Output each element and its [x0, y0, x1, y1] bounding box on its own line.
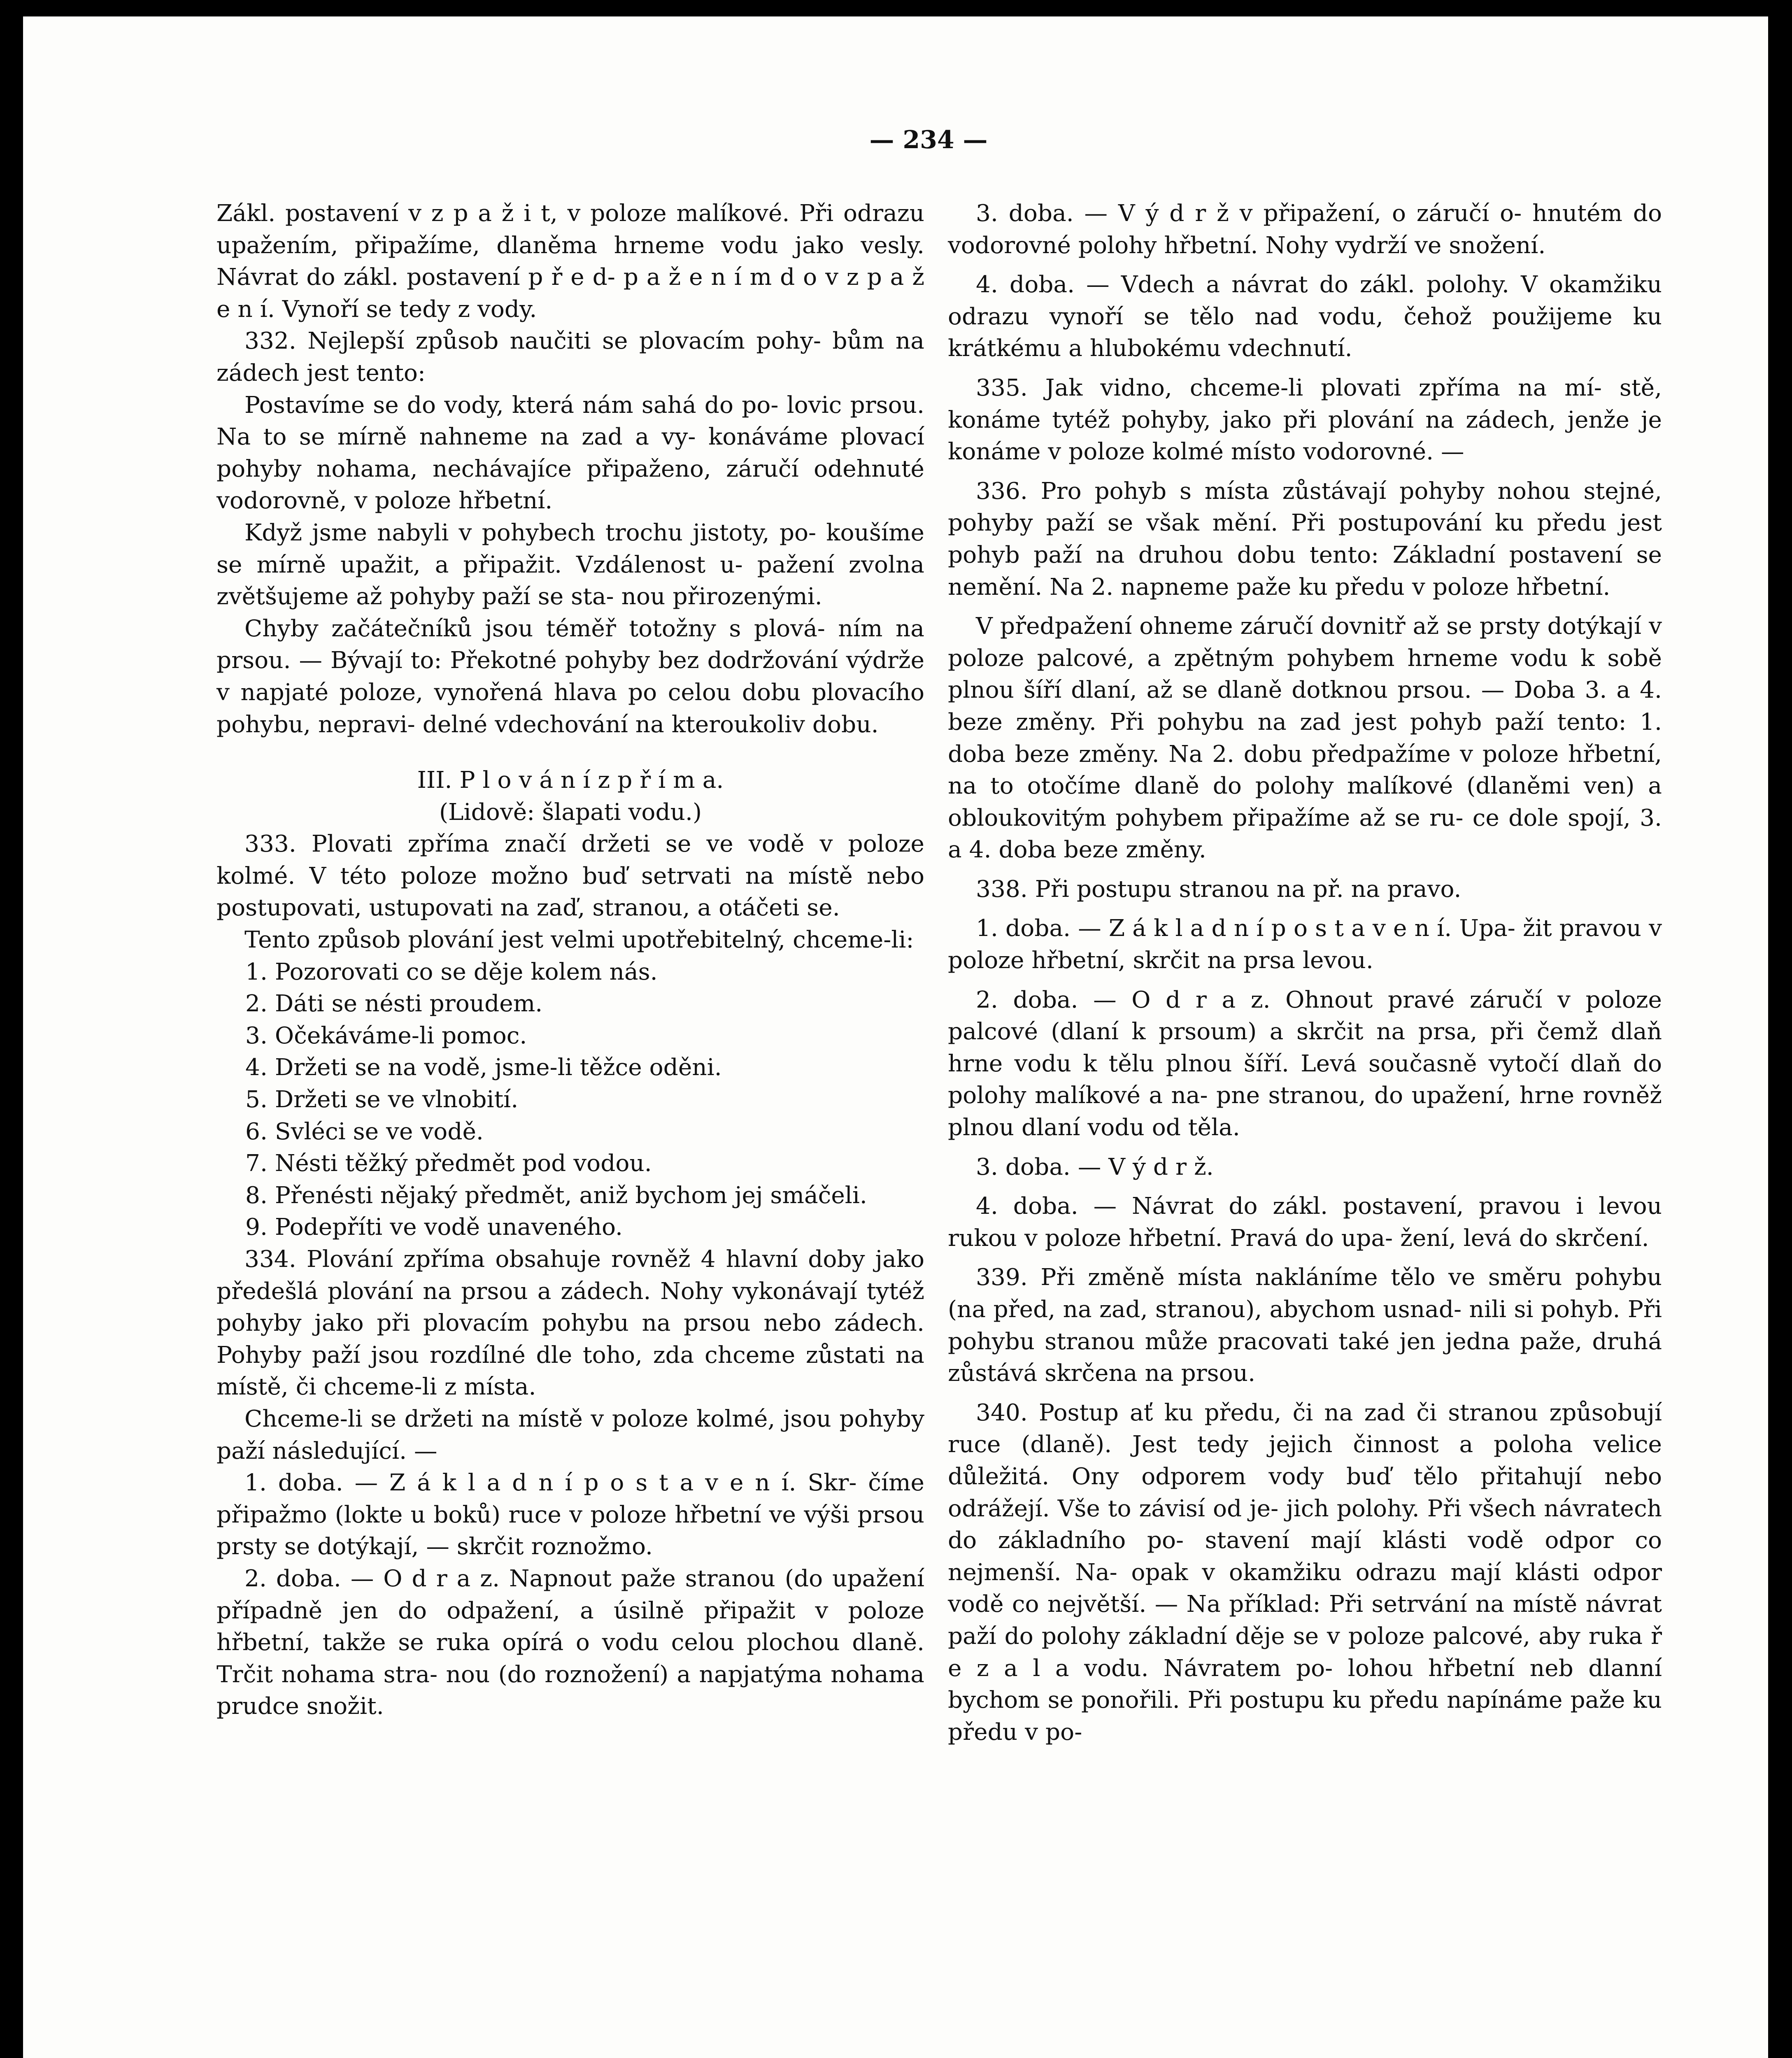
paragraph: Zákl. postavení v z p a ž i t, v poloze malíkové. Při odrazu upažením, připažíme, dlaněma hrneme vodu jako vesly. Návrat do zákl. postavení p ř e d- p a ž e n í m d o v z p a ž e n í. Vynoří se tedy z vody. [216, 200, 924, 323]
list-item: 1. Pozorovati co se děje kolem nás. [245, 958, 658, 985]
list-item: 5. Držeti se ve vlnobití. [245, 1086, 519, 1113]
section-heading-block [216, 764, 924, 828]
paragraph: 3. doba. — V ý d r ž v připažení, o záručí o- hnutém do vodorovné polohy hřbetní. Nohy vydrží ve snožení. [948, 200, 1662, 259]
paragraph: V předpažení ohneme záručí dovnitř až se prsty dotýkají v poloze palcové, a zpětným pohybem hrneme vodu k sobě plnou šíří dlaní, až se dlaně dotknou prsou. — Doba 3. a 4. beze změny. Při pohybu na zad jest pohyb paží tento: 1. doba beze změny. Na 2. dobu předpažíme v poloze hřbetní, na to otočíme dlaně do polohy malíkové (dlaněmi ven) a obloukovitým pohybem připažíme až se ru- ce dole spojí, 3. a 4. doba beze změny. [948, 613, 1662, 864]
paragraph: 3. doba. — V ý d r ž. [976, 1153, 1214, 1180]
list-item: 6. Svléci se ve vodě. [245, 1118, 484, 1145]
list-item: 8. Přenésti nějaký předmět, aniž bychom jej smáčeli. [245, 1182, 867, 1209]
list-item: 2. Dáti se nésti proudem. [245, 990, 543, 1017]
list-item: 9. Podepříti ve vodě unaveného. [245, 1214, 623, 1241]
paragraph: 2. doba. — O d r a z. Napnout paže stranou (do upažení případně jen do odpažení, a úsilně připažit v poloze hřbetní, takže se ruka opírá o vodu celou plochou dlaně. Trčit nohama stra- nou (do roznožení) a napjatýma nohama prudce snožit. [216, 1565, 924, 1720]
paragraph-333: 333. Plovati zpříma značí držeti se ve vodě v poloze kolmé. V této poloze možno buď setrvati na místě nebo postupovati, ustupovati na zaď, stranou, a otáčeti se. [216, 831, 924, 922]
paragraph-339: 339. Při změně místa nakláníme tělo ve směru pohybu (na před, na zad, stranou), abychom usnad- nili si pohyb. Při pohybu stranou může pracovati také jen jedna paže, druhá zůstává skrčena na prsou. [948, 1264, 1662, 1387]
paragraph-336: 336. Pro pohyb s místa zůstávají pohyby nohou stejné, pohyby paží se však mění. Při postupování ku předu jest pohyb paží na druhou dobu tento: Základní postavení se nemění. Na 2. napneme paže ku předu v poloze hřbetní. [948, 477, 1662, 601]
paragraph: 4. doba. — Návrat do zákl. postavení, pravou i levou rukou v poloze hřbetní. Pravá do upa- žení, levá do skrčení. [948, 1193, 1662, 1252]
list-item: 4. Držeti se na vodě, jsme-li těžce oděni. [245, 1054, 722, 1081]
paragraph-332: 332. Nejlepší způsob naučiti se plovacím pohy- bům na zádech jest tento: [216, 328, 924, 386]
paragraph: Chyby začátečníků jsou téměř totožny s plová- ním na prsou. — Bývají to: Překotné pohyby bez dodržování výdrže v napjaté poloze, vynořená hlava po celou dobu plovacího pohybu, nepravi- delné vdechování na kteroukoliv dobu. [216, 615, 924, 738]
paragraph: 1. doba. — Z á k l a d n í p o s t a v e n í. Upa- žit pravou v poloze hřbetní, skrčit na prsa levou. [948, 915, 1662, 974]
paragraph: 1. doba. — Z á k l a d n í p o s t a v e n í. Skr- číme připažmo (lokte u boků) ruce v poloze hřbetní ve výši prsou prsty se dotýkají, — skrčit roznožmo. [216, 1469, 924, 1560]
paragraph-334: 334. Plování zpříma obsahuje rovněž 4 hlavní doby jako předešlá plování na prsou a zádech. Nohy vykonávají tytéž pohyby jako při plovacím pohybu na prsou nebo zádech. Pohyby paží jsou rozdílné dle toho, zda chceme zůstati na místě, či chceme-li z místa. [216, 1246, 924, 1401]
section-heading: III. P l o v á n í z p ř í m a. [417, 767, 724, 794]
list-item: 3. Očekáváme-li pomoc. [245, 1022, 527, 1049]
paragraph: Chceme-li se držeti na místě v poloze kolmé, jsou pohyby paží následující. — [216, 1405, 924, 1464]
paragraph-335: 335. Jak vidno, chceme-li plovati zpříma na mí- stě, konáme tytéž pohyby, jako při plování na zádech, jenže je konáme v poloze kolmé místo vodorovné. — [948, 374, 1662, 466]
right-column [948, 198, 1662, 1755]
section-subheading: (Lidově: šlapati vodu.) [439, 799, 702, 826]
paragraph: Tento způsob plování jest velmi upotřebitelný, chceme-li: [244, 927, 914, 954]
paragraph: 4. doba. — Vdech a návrat do zákl. polohy. V okamžiku odrazu vynoří se tělo nad vodu, čehož použijeme ku krátkému a hlubokému vdechnutí. [948, 271, 1662, 362]
paragraph-340: 340. Postup ať ku předu, či na zad či stranou způsobují ruce (dlaně). Jest tedy jejich činnost a poloha velice důležitá. Ony odporem vody buď tělo přitahují nebo odrážejí. Vše to závisí od je- jich polohy. Při všech návratech do základního po- stavení mají klásti vodě odpor co nejmenší. Na- opak v okamžiku odrazu mají klásti odpor vodě co největší. — Na příklad: Při setrvání na místě návrat paží do polohy základní děje se v poloze palcové, aby ruka ř e z a l a vodu. Návratem po- lohou hřbetní neb dlanní bychom se ponořili. Při postupu ku předu napínáme paže ku předu v po- [948, 1399, 1662, 1746]
paragraph-338: 338. Při postupu stranou na př. na pravo. [976, 875, 1462, 903]
paragraph: Postavíme se do vody, která nám sahá do po- lovic prsou. Na to se mírně nahneme na zad a vy- konáváme plovací pohyby nohama, nechávajíce připaženo, záručí odehnuté vodorovně, v poloze hřbetní. [216, 391, 924, 514]
left-column [216, 198, 924, 1723]
document-page [23, 16, 1768, 2058]
paragraph: Když jsme nabyli v pohybech trochu jistoty, po- koušíme se mírně upažit, a připažit. Vzdálenost u- pažení zvolna zvětšujeme až pohyby paží se sta- nou přirozenými. [216, 519, 924, 610]
list-item: 7. Nésti těžký předmět pod vodou. [245, 1150, 652, 1177]
page-number: — 234 — [869, 126, 988, 154]
paragraph: 2. doba. — O d r a z. Ohnout pravé záručí v poloze palcové (dlaní k prsoum) a skrčit na prsa, při čemž dlaň hrne vodu k tělu plnou šíří. Levá současně vytočí dlaň do polohy malíkové a na- pne stranou, do upažení, hrne rovněž plnou dlaní vodu od těla. [948, 986, 1662, 1141]
